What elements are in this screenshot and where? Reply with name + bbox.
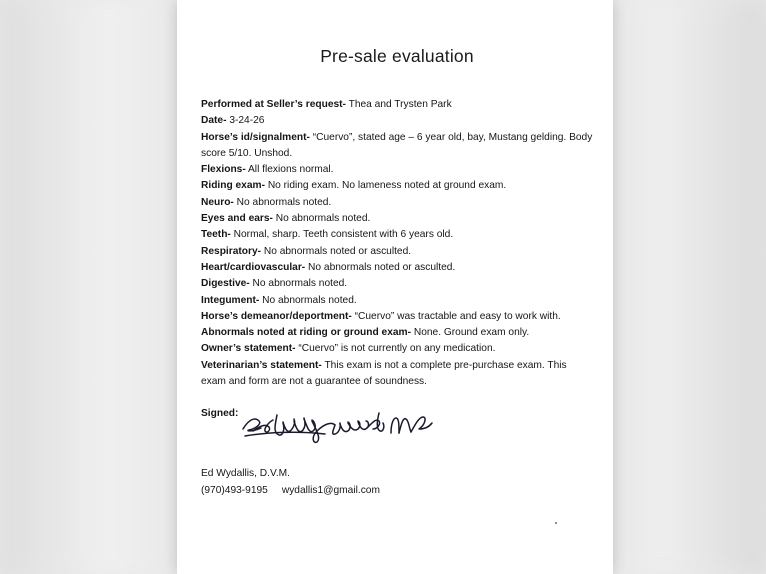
entry-neuro (201, 195, 593, 211)
evaluation-entries (201, 97, 593, 390)
entry-label: Flexions- (201, 164, 246, 176)
signer-name: Ed Wydallis, D.V.M. (201, 468, 290, 480)
contact-row (201, 482, 593, 499)
entry-value: None. Ground exam only. (413, 327, 530, 339)
entry-label: Riding exam- (201, 180, 265, 192)
entry-veterinarians-statement (201, 358, 593, 391)
entry-demeanor-deportment (201, 309, 593, 325)
entry-value: No abnormals noted. (236, 196, 332, 208)
entry-label: Respiratory- (201, 245, 262, 257)
entry-value: No abnormals noted or asculted. (263, 245, 412, 257)
entry-label: Teeth- (201, 229, 231, 241)
entry-teeth (201, 227, 593, 243)
entry-value: No abnormals noted or asculted. (308, 261, 456, 273)
entry-label: Integument- (201, 294, 260, 306)
entry-riding-exam (201, 178, 593, 194)
entry-label: Eyes and ears- (201, 213, 273, 225)
entry-value: 3-24-26 (229, 115, 265, 127)
entry-flexions (201, 162, 593, 178)
entry-value: No abnormals noted. (275, 213, 371, 225)
entry-value: No abnormals noted. (262, 294, 357, 306)
entry-digestive (201, 276, 593, 292)
entry-label: Horse’s demeanor/deportment- (201, 310, 352, 322)
entry-value: Normal, sharp. Teeth consistent with 6 years old. (233, 229, 454, 241)
entry-label: Veterinarian’s statement- (201, 359, 322, 371)
phone-number: (970)493-9195 (201, 485, 268, 497)
entry-value: No abnormals noted. (252, 278, 348, 290)
entry-owners-statement (201, 341, 593, 357)
entry-heart-cardiovascular (201, 260, 593, 276)
background-right-blur (586, 0, 766, 574)
entry-respiratory (201, 244, 593, 260)
entry-label: Performed at Seller’s request- (201, 99, 346, 110)
entry-value: “Cuervo” is not currently on any medication. (298, 343, 496, 355)
entry-value: “Cuervo” was tractable and easy to work with. (354, 310, 561, 322)
entry-horse-id-signalment (201, 130, 593, 163)
entry-eyes-and-ears (201, 211, 593, 227)
entry-label: Owner’s statement- (201, 343, 296, 355)
background-left-blur (0, 0, 180, 574)
email-address: wydallis1@gmail.com (281, 485, 380, 497)
entry-label: Date- (201, 115, 227, 127)
page-title: Pre-sale evaluation (320, 46, 474, 66)
entry-value: All flexions normal. (248, 164, 334, 176)
page-speck (555, 522, 557, 524)
entry-value: This exam is not a complete pre-purchase exam. This exam and form are not a guarantee of soundness. (201, 359, 567, 388)
entry-label: Horse’s id/signalment- (201, 131, 310, 143)
signature (201, 415, 593, 449)
entry-label: Digestive- (201, 278, 250, 290)
entry-integument (201, 293, 593, 309)
entry-label: Neuro- (201, 196, 234, 208)
entry-value: No riding exam. No lameness noted at ground exam. (267, 180, 507, 192)
document-page (177, 0, 613, 574)
entry-label: Heart/cardiovascular- (201, 261, 306, 273)
entry-performed-at-sellers-request (201, 97, 593, 113)
entry-value: “Cuervo”, stated age – 6 year old, bay, Mustang gelding. Body score 5/10. Unshod. (201, 131, 593, 159)
entry-abnormals-noted (201, 325, 593, 341)
signed-label: Signed: (201, 408, 239, 420)
entry-value: Thea and Trysten Park (348, 99, 452, 110)
signature-ink (239, 409, 439, 445)
entry-label: Abnormals noted at riding or ground exam- (201, 327, 411, 339)
entry-date (201, 113, 593, 129)
